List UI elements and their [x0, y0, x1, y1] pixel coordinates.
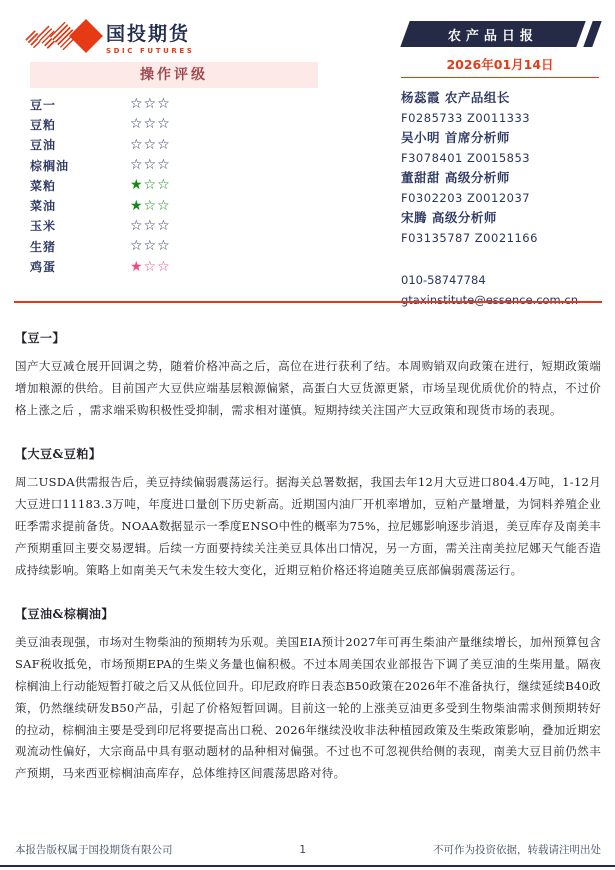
section-title: 【大豆&豆粕】 [15, 447, 102, 462]
rating-label: 鸡蛋 [30, 260, 57, 275]
analyst-codes: F03135787 Z0021166 [401, 231, 538, 245]
analyst-codes: F3078401 Z0015853 [401, 151, 531, 165]
rating-row [30, 94, 318, 114]
rating-stars: ☆☆☆ [130, 136, 171, 153]
report-type-banner-shape [400, 21, 585, 47]
footer-page-number: 1 [299, 843, 307, 856]
rating-row [30, 175, 318, 195]
company-logo [26, 18, 194, 56]
report-date: 2026年01月14日 [401, 55, 599, 78]
report-type-label: 农产品日报 [447, 28, 538, 44]
logo-text [106, 19, 194, 55]
rating-row [30, 216, 318, 236]
rating-label: 菜粕 [30, 178, 57, 193]
rating-label: 豆粕 [30, 117, 57, 132]
rating-label: 豆油 [30, 138, 57, 153]
rating-stars: ☆☆☆ [130, 217, 171, 234]
footer-disclaimer: 不可作为投资依据，转载请注明出处 [433, 844, 601, 856]
rating-row [30, 114, 318, 134]
analyst-name: 杨蕊霞 农产品组长 [401, 90, 510, 105]
rating-stars: ☆☆☆ [130, 238, 171, 255]
logo-company-name-en: SDIC FUTURES [106, 47, 195, 55]
section-dadou-doupo [15, 446, 601, 581]
rating-label: 豆一 [30, 97, 57, 112]
section-title: 【豆一】 [15, 331, 66, 345]
report-body [15, 330, 601, 785]
rating-label: 生猪 [30, 239, 57, 254]
section-title: 【豆油&棕榈油】 [15, 607, 114, 622]
rating-row [30, 256, 318, 276]
report-type-banner [401, 21, 599, 47]
rating-stars: ★☆☆ [130, 177, 171, 194]
rating-stars: ★☆☆ [130, 197, 171, 214]
logo-company-name: 国投期货 [106, 23, 191, 45]
analyst-list [401, 88, 606, 310]
analyst-name: 董甜甜 高级分析师 [401, 170, 510, 185]
contact-phone: 010-58747784 [401, 273, 486, 287]
report-header [401, 21, 599, 78]
analyst-name: 宋腾 高级分析师 [401, 210, 497, 225]
rating-label: 菜油 [30, 199, 57, 214]
section-douyi [15, 330, 601, 421]
rating-row [30, 135, 318, 155]
logo-diamonds-icon [26, 18, 100, 56]
analyst-name: 吴小明 首席分析师 [401, 130, 510, 145]
rating-stars: ☆☆☆ [130, 157, 171, 174]
contact-email: gtaxinstitute@essence.com.cn [401, 293, 579, 307]
rating-row [30, 195, 318, 215]
ratings-list [30, 94, 318, 277]
rating-label: 玉米 [30, 219, 57, 234]
report-type-banner-tail [583, 21, 601, 47]
analyst-codes: F0285733 Z0011333 [401, 111, 531, 125]
section-paragraph: 美豆油表现强，市场对生物柴油的预期转为乐观。美国EIA预计2027年可再生柴油产量继续增长，加州预算包含SAF税收抵免，市场预期EPA的生柴义务量也偏积极。不过本周美国农业部报告下调了美豆油的生柴用量。隔夜棕榈油上行动能短暂打破之后又从低位回升。印尼政府昨日表态B50政策在2026年不准备执行，继续延续B40政策，仍然继续研发B50产品，引起了价格短暂回调。目前这一轮的上涨美豆油更多受到生物柴油需求侧预期转好的拉动，棕榈油主要是受到印尼将要提高出口税、2026年继续没收非法种植园政策及生柴政策影响，叠加近期宏观流动性偏好，大宗商品中具有驱动题材的品种相对偏强。不过也不可忽视供给侧的表现，南美大豆目前仍然丰产预期，马来西亚棕榈油高库存，总体维持区间震荡思路对待。 [15, 635, 601, 781]
section-paragraph: 国产大豆减仓展开回调之势，随着价格冲高之后，高位在进行获利了结。本周购销双向政策在进行，短期政策端增加粮源的供给。目前国产大豆供应端基层粮源偏紧，高蛋白大豆货源更紧，市场呈现优质优价的特点，不过价格上涨之后 ，需求端采购积极性受抑制，需求相对谨慎。短期持续关注国产大豆政策和现货市场的表现。 [15, 359, 601, 417]
ratings-title: 操作评级 [30, 62, 318, 88]
rating-stars: ☆☆☆ [130, 116, 171, 133]
analyst-codes: F0302203 Z0012037 [401, 191, 531, 205]
header-separator-line [14, 301, 602, 303]
rating-stars: ★☆☆ [130, 258, 171, 275]
section-paragraph: 周二USDA供需报告后，美豆持续偏弱震荡运行。据海关总署数据，我国去年12月大豆进口804.4万吨，1-12月大豆进口11183.3万吨，年度进口量创下历史新高。近期国内油厂开机率增加，豆粕产量增量，为饲料养殖企业旺季需求提前备货。NOAA数据显示一季度ENSO中性的概率为75%，拉尼娜影响逐步消退，美豆库存及南美丰产预期重回主要交易逻辑。后续一方面要持续关注美豆具体出口情况，另一方面，需关注南美拉尼娜天气能否造成持续影响。策略上如南美天气未发生较大变化，近期豆粕价格还将追随美豆底部偏弱震荡运行。 [15, 475, 601, 577]
footer-bottom-line [0, 865, 615, 867]
section-douyou-zonglvyou [15, 606, 601, 785]
footer-copyright: 本报告版权属于国投期货有限公司 [15, 844, 173, 856]
rating-row [30, 236, 318, 256]
footer [15, 842, 601, 857]
rating-row [30, 155, 318, 175]
rating-stars: ☆☆☆ [130, 96, 171, 113]
rating-label: 棕榈油 [30, 158, 70, 173]
